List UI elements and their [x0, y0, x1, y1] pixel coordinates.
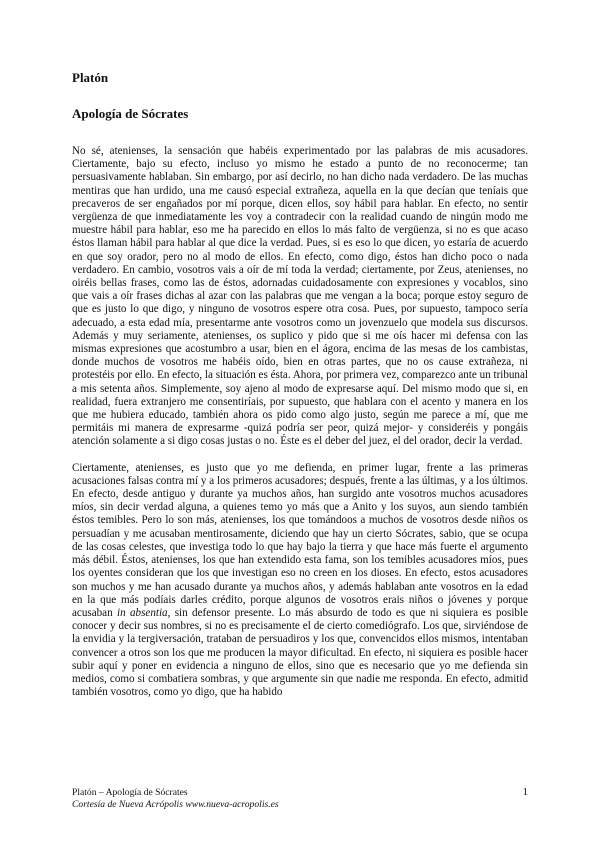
author-heading: Platón [72, 70, 109, 85]
footer-title: Platón – Apología de Sócrates [72, 787, 188, 798]
page-footer [72, 787, 528, 810]
paragraph-2-continuation: sin defensor presente. Lo más absurdo de todo es que ni siquiera es posible conocer y decir sus nombres, si no es precisamente el de cierto comediógrafo. Los que, sirviéndose de la envidia y la tergiversación, trataban de persuadiros y los que, convencidos ellos mismos, intentaban convencer a otros son los que me producen la mayor dificultad. En efecto, ni siquiera es posible hacer subir aquí y poner en evidencia a ninguno de ellos, sino que es necesario que yo me defienda sin medios, como si combatiera sombras, y que argumente sin que nadie me responda. En efecto, admitid también vosotros, como yo digo, que ha habido [72, 606, 528, 699]
italic-phrase: in absentia, [117, 606, 171, 619]
paragraph-2-text: Ciertamente, atenienses, es justo que yo me defienda, en primer lugar, frente a las primeras acusaciones falsas contra mí y a los primeros acusadores; después, frente a las últimas, y a los últimos. En efecto, desde antiguo y durante ya muchos años, han surgido ante vosotros muchos acusadores míos, sin decir verdad alguna, a quienes temo yo más que a Anito y los suyos, aun siendo también éstos temibles. Pero lo son más, atenienses, los que tomándoos a muchos de vosotros desde niños os persuadían y me acusaban mentirosamente, diciendo que hay un cierto Sócrates, sabio, que se ocupa de las cosas celestes, que investiga todo lo que hay bajo la tierra y que hace más fuerte el argumento más débil. Éstos, atenienses, los que han extendido esta fama, son los temibles acusadores míos, pues los oyentes consideran que los que investigan eso no creen en los dioses. En efecto, estos acusadores son muchos y me han acusado durante ya muchos años, y además hablaban ante vosotros en la edad en la que más podíais darles crédito, porque algunos de vosotros erais niños o jóvenes y porque acusaban [72, 461, 528, 619]
footer-credit: Cortesía de Nueva Acrópolis www.nueva-acropolis.es [72, 798, 279, 810]
paragraph-2 [72, 462, 528, 700]
document-title: Apología de Sócrates [72, 106, 189, 121]
page-number: 1 [522, 786, 528, 798]
paragraph-1: No sé, atenienses, la sensación que habéis experimentado por las palabras de mis acusadores. Ciertamente, bajo su efecto, incluso yo mismo he estado a punto de no reconocerme; tan persuasivamente hablaban. Sin embargo, por así decirlo, no han dicho nada verdadero. De las muchas mentiras que han urdido, una me causó especial extrañeza, aquella en la que decían que teníais que precaveros de ser engañados por mí porque, dicen ellos, soy hábil para hablar. En efecto, no sentir vergüenza de que inmediatamente les voy a contradecir con la realidad cuando de ningún modo me muestre hábil para hablar, eso me ha parecido en ellos lo más falto de vergüenza, si no es que acaso éstos llaman hábil para hablar al que dice la verdad. Pues, si es eso lo que dicen, yo estaría de acuerdo en que soy orador, pero no al modo de ellos. En efecto, como digo, éstos han dicho poco o nada verdadero. En cambio, vosotros vais a oír de mí toda la verdad; ciertamente, por Zeus, atenienses, no oiréis bellas frases, como las de éstos, adornadas cuidadosamente con expresiones y vocablos, sino que vais a oír frases dichas al azar con las palabras que me vengan a la boca; porque estoy seguro de que es justo lo que digo, y ninguno de vosotros espere otra cosa. Pues, por supuesto, tampoco sería adecuado, a esta edad mía, presentarme ante vosotros como un jovenzuelo que modela sus discursos. Además y muy seriamente, atenienses, os suplico y pido que si me oís hacer mi defensa con las mismas expresiones que acostumbro a usar, bien en el ágora, encima de las mesas de los cambistas, donde muchos de vosotros me habéis oído, bien en otras partes, que no os cause extrañeza, ni protestéis por ello. En efecto, la situación es ésta. Ahora, por primera vez, comparezco ante un tribunal a mis setenta años. Simplemente, soy ajeno al modo de expresarse aquí. Del mismo modo que si, en realidad, fuera extranjero me consentiríais, por supuesto, que hablara con el acento y manera en los que me hubiera educado, también ahora os pido como algo justo, según me parece a mí, que me permitáis mi manera de expresarme -quizá podría ser peor, quizá mejor- y consideréis y pongáis atención solamente a si digo cosas justas o no. Éste es el deber del juez, el del orador, decir la verdad. [72, 145, 528, 448]
body-text [72, 145, 528, 712]
